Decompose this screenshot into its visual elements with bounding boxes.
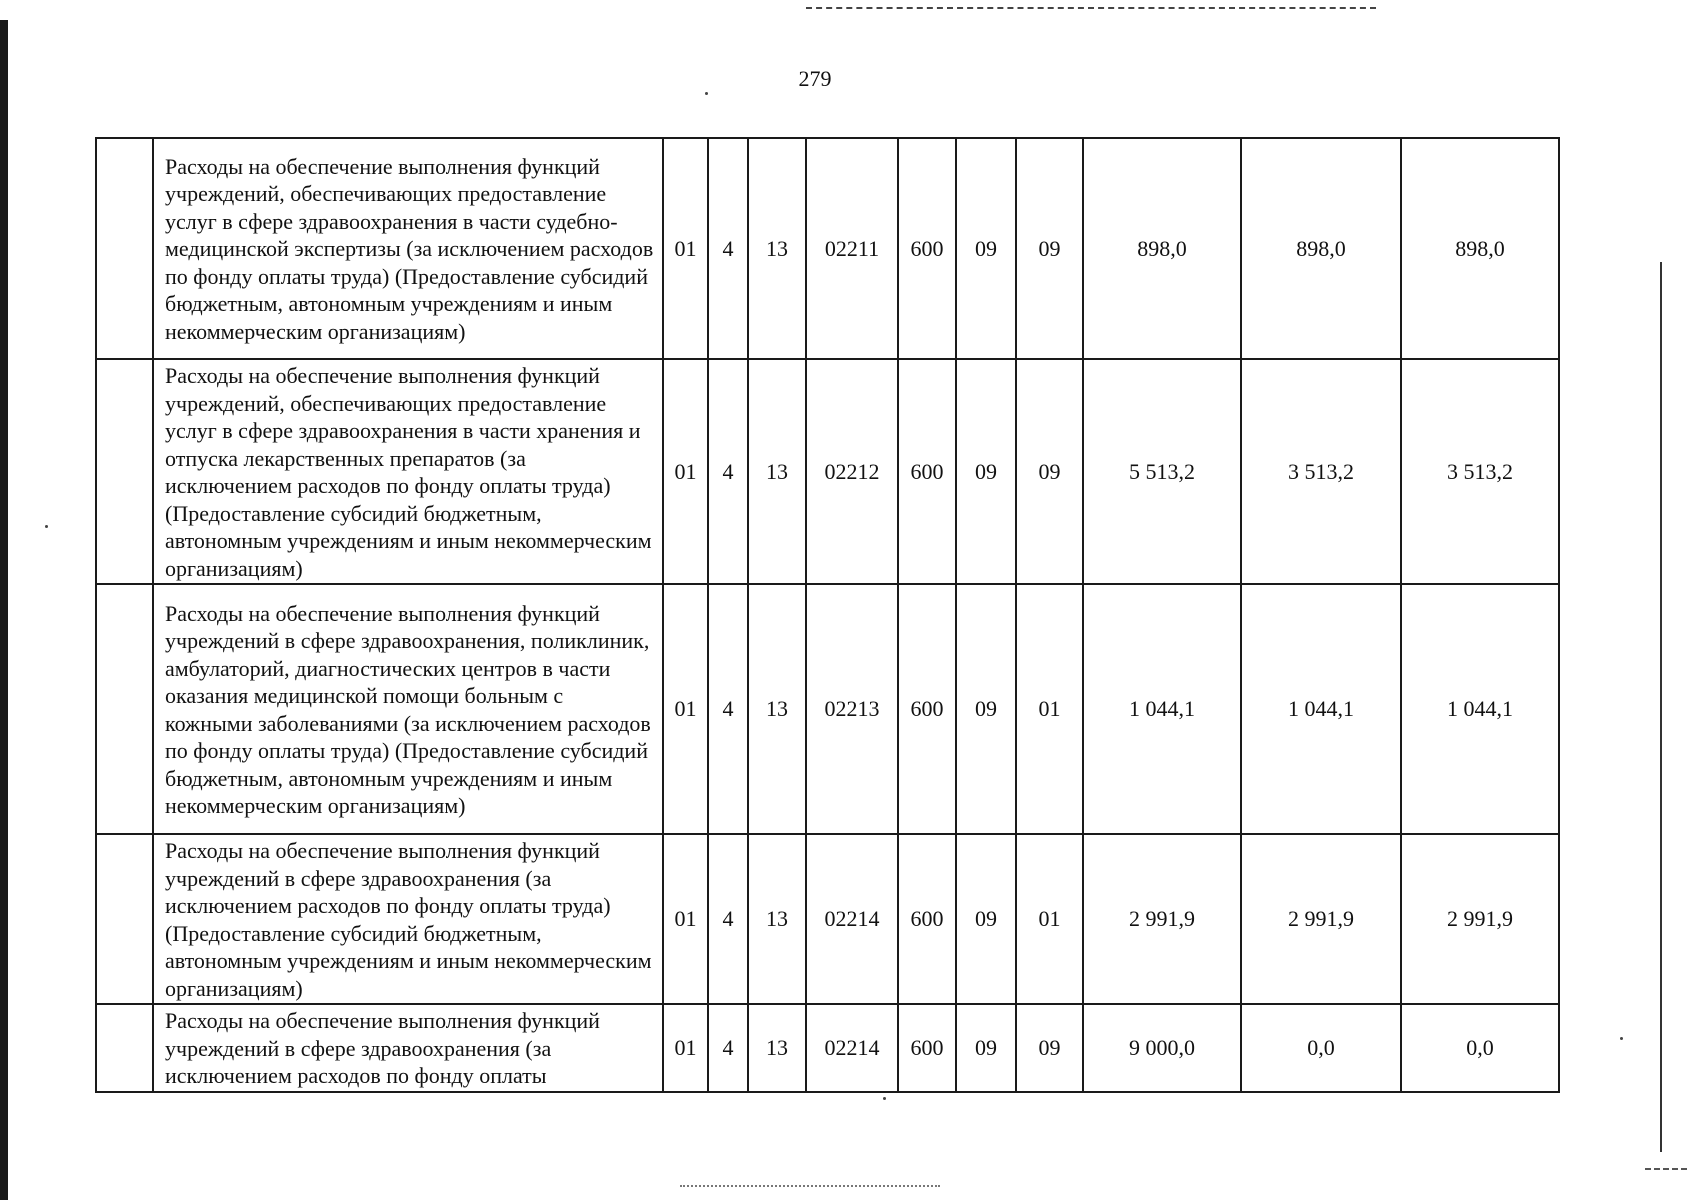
- row-index-cell: [96, 359, 153, 584]
- code-cell: 13: [748, 584, 806, 834]
- code-cell: 600: [898, 834, 956, 1004]
- code-cell: 4: [708, 1004, 748, 1092]
- amount-cell: 2 991,9: [1401, 834, 1559, 1004]
- scan-edge-shadow: [0, 20, 8, 1200]
- table-row: [96, 834, 1559, 1004]
- code-cell: 02214: [806, 1004, 898, 1092]
- amount-cell: 0,0: [1241, 1004, 1401, 1092]
- code-cell: 02214: [806, 834, 898, 1004]
- amount-cell: 1 044,1: [1083, 584, 1241, 834]
- code-cell: 600: [898, 359, 956, 584]
- bottom-dotted-mark: [680, 1185, 940, 1191]
- budget-table: [95, 137, 1560, 1093]
- code-cell: 01: [663, 359, 708, 584]
- corner-dash-mark: [1645, 1168, 1687, 1170]
- page-number: 279: [798, 66, 832, 91]
- scan-speck: [883, 1097, 886, 1100]
- right-margin-mark: [1660, 262, 1662, 1152]
- code-cell: 09: [1016, 138, 1083, 359]
- amount-cell: 898,0: [1401, 138, 1559, 359]
- code-cell: 4: [708, 359, 748, 584]
- table-row: [96, 584, 1559, 834]
- code-cell: 02213: [806, 584, 898, 834]
- code-cell: 09: [1016, 359, 1083, 584]
- top-dashed-rule: [806, 7, 1376, 9]
- code-cell: 4: [708, 834, 748, 1004]
- code-cell: 01: [663, 1004, 708, 1092]
- code-cell: 09: [956, 584, 1016, 834]
- code-cell: 4: [708, 138, 748, 359]
- table-row: [96, 138, 1559, 359]
- table-row: [96, 1004, 1559, 1092]
- scan-speck: [45, 525, 48, 528]
- amount-cell: 2 991,9: [1083, 834, 1241, 1004]
- amount-cell: 5 513,2: [1083, 359, 1241, 584]
- code-cell: 4: [708, 584, 748, 834]
- code-cell: 09: [956, 834, 1016, 1004]
- description-cell: Расходы на обеспечение выполнения функций учреждений в сфере здравоохранения (за исключением расходов по фонду оплаты труда) (Предоставление субсидий бюджетным, автономным учреждениям и иным некоммерческим организациям): [153, 834, 663, 1004]
- code-cell: 600: [898, 584, 956, 834]
- code-cell: 01: [663, 584, 708, 834]
- code-cell: 02212: [806, 359, 898, 584]
- amount-cell: 1 044,1: [1401, 584, 1559, 834]
- code-cell: 01: [1016, 584, 1083, 834]
- code-cell: 09: [1016, 1004, 1083, 1092]
- table-row: [96, 359, 1559, 584]
- code-cell: 01: [663, 834, 708, 1004]
- code-cell: 13: [748, 138, 806, 359]
- code-cell: 600: [898, 138, 956, 359]
- code-cell: 02211: [806, 138, 898, 359]
- code-cell: 09: [956, 138, 1016, 359]
- amount-cell: 3 513,2: [1241, 359, 1401, 584]
- description-cell: Расходы на обеспечение выполнения функций учреждений, обеспечивающих предоставление услуг в сфере здравоохранения в части судебно-медицинской экспертизы (за исключением расходов по фонду оплаты труда) (Предоставление субсидий бюджетным, автономным учреждениям и иным некоммерческим организациям): [153, 138, 663, 359]
- row-index-cell: [96, 138, 153, 359]
- amount-cell: 1 044,1: [1241, 584, 1401, 834]
- code-cell: 600: [898, 1004, 956, 1092]
- scan-speck: [1620, 1037, 1623, 1040]
- amount-cell: 898,0: [1241, 138, 1401, 359]
- scan-speck: [705, 92, 708, 95]
- code-cell: 09: [956, 359, 1016, 584]
- amount-cell: 3 513,2: [1401, 359, 1559, 584]
- description-cell: Расходы на обеспечение выполнения функций учреждений в сфере здравоохранения, поликлиник, амбулаторий, диагностических центров в части оказания медицинской помощи больным с кожными заболеваниями (за исключением расходов по фонду оплаты труда) (Предоставление субсидий бюджетным, автономным учреждениям и иным некоммерческим организациям): [153, 584, 663, 834]
- description-cell: Расходы на обеспечение выполнения функций учреждений, обеспечивающих предоставление услуг в сфере здравоохранения в части хранения и отпуска лекарственных препаратов (за исключением расходов по фонду оплаты труда) (Предоставление субсидий бюджетным, автономным учреждениям и иным некоммерческим организациям): [153, 359, 663, 584]
- amount-cell: 898,0: [1083, 138, 1241, 359]
- code-cell: 01: [1016, 834, 1083, 1004]
- row-index-cell: [96, 1004, 153, 1092]
- row-index-cell: [96, 584, 153, 834]
- code-cell: 13: [748, 834, 806, 1004]
- amount-cell: 2 991,9: [1241, 834, 1401, 1004]
- row-index-cell: [96, 834, 153, 1004]
- description-cell: Расходы на обеспечение выполнения функций учреждений в сфере здравоохранения (за исключением расходов по фонду оплаты: [153, 1004, 663, 1092]
- amount-cell: 0,0: [1401, 1004, 1559, 1092]
- code-cell: 13: [748, 1004, 806, 1092]
- code-cell: 13: [748, 359, 806, 584]
- code-cell: 09: [956, 1004, 1016, 1092]
- amount-cell: 9 000,0: [1083, 1004, 1241, 1092]
- code-cell: 01: [663, 138, 708, 359]
